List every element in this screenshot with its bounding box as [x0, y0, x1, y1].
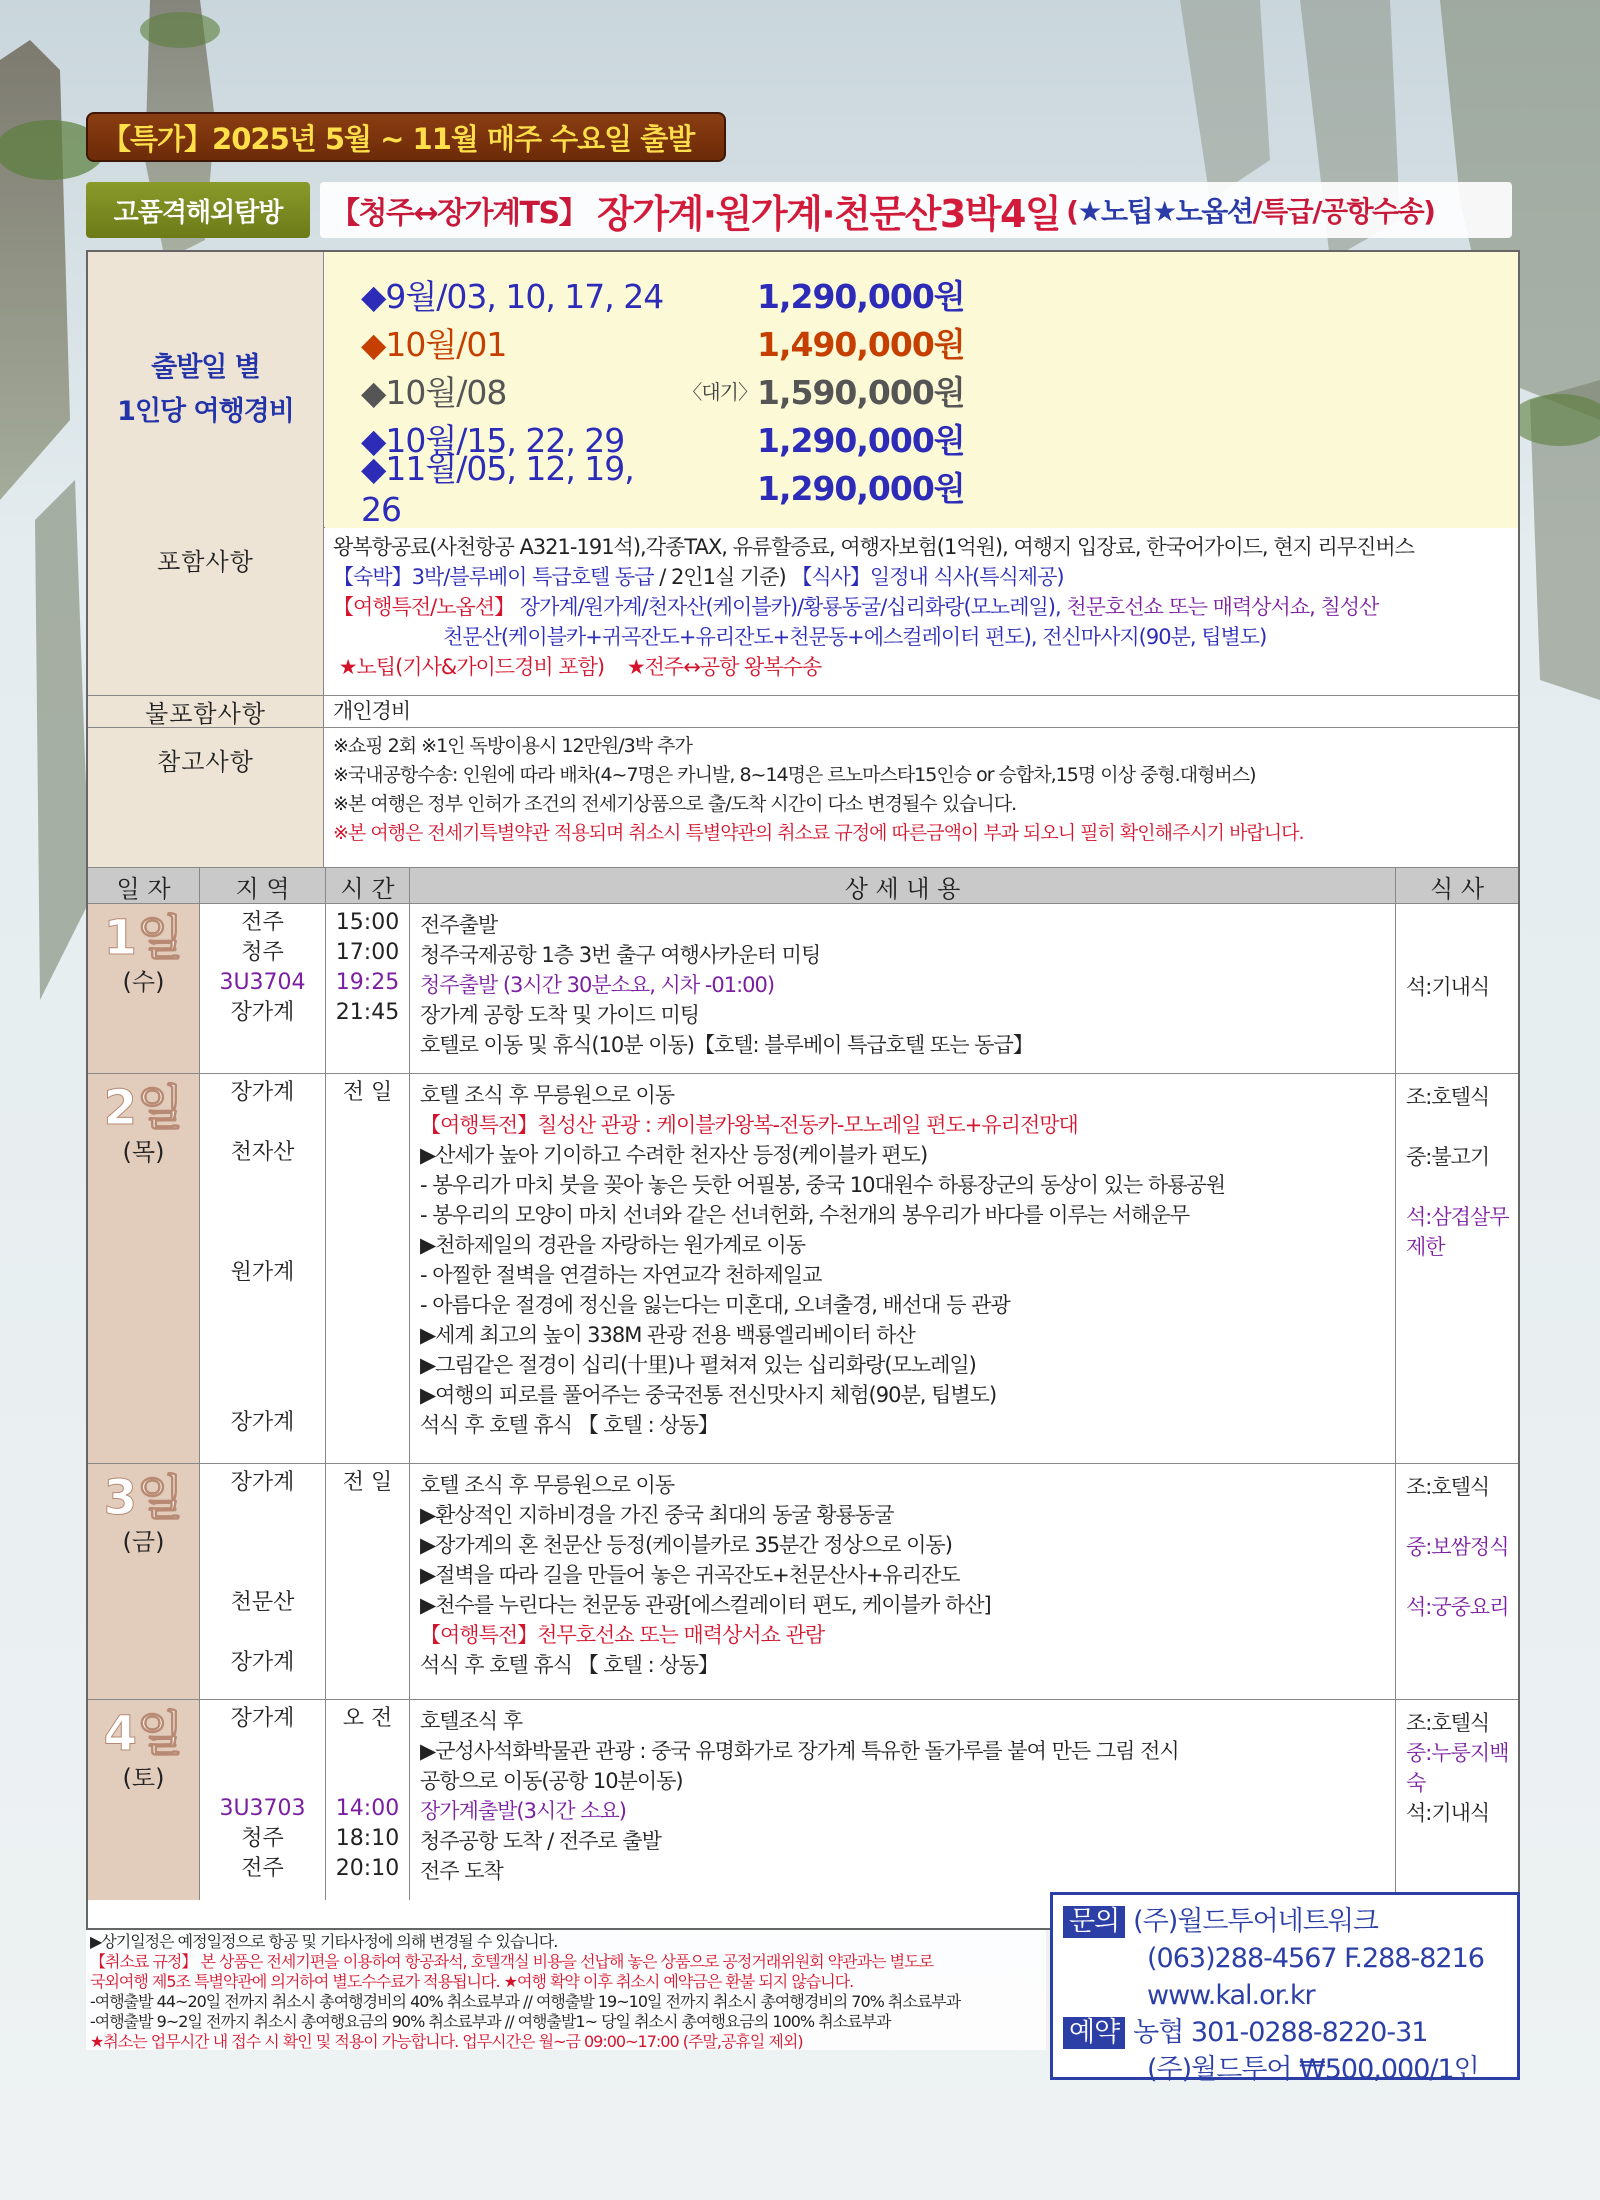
departure-dates: ◆9월/03, 10, 17, 24 — [361, 276, 664, 316]
header-details: 상 세 내 용 — [410, 868, 1396, 904]
notes-body — [325, 728, 1518, 867]
day-cell — [88, 1700, 200, 1900]
included-line: 【여행특전/노옵션】 장가계/원가계/천자산(케이블카)/황룡동굴/십리화랑(모노레일), 천문호선쇼 또는 매력상서쇼, 칠성산 — [333, 595, 1379, 619]
deposit-info: (주)월드투어 ₩500,000/1인 — [1147, 2054, 1479, 2085]
price-row — [361, 270, 1518, 318]
price-amount: 1,590,000원 — [757, 372, 965, 412]
detail-cell: 호텔 조식 후 무릉원으로 이동 ▶환상적인 지하비경을 가진 중국 최대의 동굴 황룡동굴 ▶장가계의 혼 천문산 등정(케이블카로 35분간 정상으로 이동) ▶절벽을 따라 길을 만들어 놓은 귀곡잔도+천문산사+유리잔도 ▶천수를 누린다는 천문동 관광[에스컬레이터 편도, 케이블카 하산] 【여행특전】천무호선쇼 또는 매력상서쇼 관람 석식 후 호텔 휴식 【 호텔 : 상동】 — [410, 1464, 1396, 1699]
included-line: 【숙박】3박/블루베이 특급호텔 동급 / 2인1실 기준) 【식사】일정내 식사(특식제공) — [333, 565, 1064, 589]
special-label: 【특가】 — [102, 121, 213, 156]
website-link[interactable]: www.kal.or.kr — [1147, 1980, 1315, 2011]
itinerary-day-3 — [88, 1464, 1518, 1700]
price-amount: 1,290,000원 — [757, 468, 965, 508]
day-number: 1일 — [103, 910, 184, 966]
company-name: (주)월드투어네트워크 — [1133, 1906, 1378, 1937]
special-departure-banner — [86, 112, 726, 162]
day-weekday: (금) — [122, 1528, 165, 1556]
itinerary-day-1 — [88, 904, 1518, 1074]
time-cell: 전 일 — [326, 1074, 410, 1463]
meal-cell: 조:호텔식 중:불고기 석:삼겹살무제한 — [1406, 1085, 1509, 1259]
departure-schedule: 2025년 5월 ~ 11월 매주 수요일 출발 — [212, 121, 695, 156]
no-option-badge: ★노옵션 — [1152, 195, 1253, 228]
waitlist-note: 〈대기〉 — [682, 379, 757, 404]
itinerary-header — [88, 868, 1518, 904]
category-tag: 고품격해외탐방 — [86, 182, 310, 238]
time-cell: 15:00 17:00 19:25 21:45 — [326, 904, 410, 1073]
region-cell: 장가계 천자산 원가계 장가계 — [200, 1074, 326, 1463]
cancellation-notes — [86, 1930, 1046, 2050]
region-cell: 전주 청주 3U3704 장가계 — [200, 904, 326, 1073]
excluded-label: 불포함사항 — [88, 696, 324, 727]
day-cell — [88, 1074, 200, 1463]
flight-number: 3U3703 — [219, 1796, 306, 1821]
price-label — [88, 252, 324, 528]
included-row — [88, 528, 1518, 696]
price-row — [361, 449, 1518, 529]
route-label: 【청주↔장가계TS】 — [330, 196, 588, 231]
included-line: 왕복항공료(사천항공 A321-191석),각종TAX, 유류할증료, 여행자보험(1억원), 여행지 입장료, 한국어가이드, 현지 리무진버스 — [333, 535, 1414, 559]
day-cell — [88, 1464, 200, 1699]
day-weekday: (수) — [122, 968, 165, 996]
tour-info-panel — [86, 250, 1520, 1930]
reserve-tag: 예약 — [1063, 2017, 1125, 2049]
departure-dates: ◆11월/05, 12, 19, 26 — [361, 449, 634, 529]
price-row — [361, 318, 1518, 366]
price-label-line1: 출발일 별 — [151, 352, 260, 383]
included-body — [325, 528, 1518, 695]
bank-account: 농협 301-0288-8220-31 — [1133, 2017, 1428, 2048]
departure-dates: ◆10월/01 — [361, 324, 507, 364]
time-cell: 오 전 14:00 18:10 20:10 — [326, 1700, 410, 1900]
detail-cell: 호텔조식 후 ▶군성사석화박물관 관광 : 중국 유명화가로 장가계 특유한 돌가루를 붙여 만든 그림 전시 공항으로 이동(공항 10분이동) 장가계출발(3시간 소요) 청주공항 도착 / 전주로 출발 전주 도착 — [410, 1700, 1396, 1900]
price-section — [88, 252, 1518, 528]
meal-cell: 석:기내식 — [1406, 975, 1490, 999]
phone-number[interactable]: (063)288-4567 F.288-8216 — [1147, 1943, 1484, 1974]
day-weekday: (목) — [122, 1138, 165, 1166]
notes-row — [88, 728, 1518, 868]
header-time: 시 간 — [326, 868, 410, 904]
price-amount: 1,490,000원 — [757, 324, 965, 364]
day-number: 4일 — [103, 1706, 184, 1762]
notes-label: 참고사항 — [88, 728, 324, 867]
region-cell: 장가계 천문산 장가계 — [200, 1464, 326, 1699]
header-day: 일 자 — [88, 868, 200, 904]
day-number: 3일 — [103, 1470, 184, 1526]
excluded-row — [88, 696, 1518, 728]
included-label: 포함사항 — [88, 528, 324, 695]
footer-line: 【취소료 규정】 본 상품은 전세기편을 이용하여 항공좌석, 호텔객실 비용을 선납해 놓은 상품으로 공정거래위원회 약관과는 별도로 — [90, 1952, 934, 1971]
day-weekday: (토) — [122, 1764, 165, 1792]
no-tip-badge: ★노팁 — [1077, 195, 1153, 228]
excluded-body: 개인경비 — [333, 699, 411, 723]
itinerary-day-4 — [88, 1700, 1518, 1900]
footer-line: -여행출발 44~20일 전까지 취소시 총여행경비의 40% 취소료부과 // 여행출발 19~10일 전까지 취소시 총여행경비의 70% 취소료부과 — [90, 1992, 961, 2011]
price-amount: 1,290,000원 — [757, 420, 965, 460]
price-label-line2: 1인당 여행경비 — [117, 396, 294, 427]
meal-cell: 조:호텔식 중:보쌈정식 석:궁중요리 — [1406, 1475, 1509, 1619]
header-meals: 식 사 — [1430, 874, 1484, 903]
tour-extras: (★노팁★노옵션/특급/공항수송) — [1066, 195, 1435, 228]
meal-cell: 조:호텔식 중:누룽지백숙 석:기내식 — [1406, 1711, 1509, 1825]
footer-line: ▶상기일정은 예정일정으로 항공 및 기타사정에 의해 변경될 수 있습니다. — [90, 1932, 558, 1951]
footer-line: ★취소는 업무시간 내 접수 시 확인 및 적용이 가능합니다. 업무시간은 월~금 09:00~17:00 (주말,공휴일 제외) — [90, 2032, 803, 2051]
detail-cell: 전주출발 청주국제공항 1층 3번 출구 여행사카운터 미팅 청주출발 (3시간 30분소요, 시차 -01:00) 장가계 공항 도착 및 가이드 미팅 호텔로 이동 및 휴식(10분 이동)【호텔: 블루베이 특급호텔 또는 동급】 — [410, 904, 1396, 1073]
price-list — [325, 252, 1518, 528]
departure-dates: ◆10월/15, 22, 29 — [361, 420, 625, 460]
detail-cell: 호텔 조식 후 무릉원으로 이동 【여행특전】칠성산 관광 : 케이블카왕복-전동카-모노레일 편도+유리전망대 ▶산세가 높아 기이하고 수려한 천자산 등정(케이블카 편도) - 봉우리가 마치 붓을 꽂아 놓은 듯한 어필봉, 중국 10대원수 하룡장군의 동상이 있는 하룡공원 - 봉우리의 모양이 마치 선녀와 같은 선녀헌화, 수천개의 봉우리가 바다를 이루는 서해운무 ▶천하제일의 경관을 자랑하는 원가계로 이동 - 아찔한 절벽을 연결하는 자연교각 천하제일교 - 아름다운 절경에 정신을 잃는다는 미혼대, 오녀출경, 배선대 등 관광 ▶세계 최고의 높이 338M 관광 전용 백룡엘리베이터 하산 ▶그림같은 절경이 십리(十里)나 펼쳐져 있는 십리화랑(모노레일) ▶여행의 피로를 풀어주는 중국전통 전신맛사지 체험(90분, 팁별도) 석식 후 호텔 휴식 【 호텔 : 상동】 — [410, 1074, 1396, 1463]
time-cell: 전 일 — [326, 1464, 410, 1699]
contact-box — [1050, 1892, 1520, 2085]
price-row — [361, 366, 1518, 414]
tour-name: 장가계·원가계·천문산3박4일 — [597, 191, 1061, 236]
note-line: ※쇼핑 2회 ※1인 독방이용시 12만원/3박 추가 — [333, 735, 692, 757]
header-region: 지 역 — [200, 868, 326, 904]
departure-dates: ◆10월/08 — [361, 372, 507, 412]
region-cell: 장가계 3U3703 청주 전주 — [200, 1700, 326, 1900]
included-line: 천문산(케이블카+귀곡잔도+유리잔도+천문동+에스컬레이터 편도), 전신마사지(90분, 팁별도) — [443, 625, 1267, 649]
itinerary-day-2 — [88, 1074, 1518, 1464]
inquiry-tag: 문의 — [1063, 1906, 1125, 1938]
note-line: ※국내공항수송: 인원에 따라 배차(4~7명은 카니발, 8~14명은 르노마스타15인승 or 승합차,15명 이상 중형.대형버스) — [333, 764, 1256, 786]
included-line: ★노팁(기사&가이드경비 포함) ★전주↔공항 왕복수송 — [338, 655, 822, 679]
note-line: ※본 여행은 전세기특별약관 적용되며 취소시 특별약관의 취소료 규정에 따른금액이 부과 되오니 필히 확인해주시기 바랍니다. — [333, 822, 1304, 844]
footer-line: -여행출발 9~2일 전까지 취소시 총여행요금의 90% 취소료부과 // 여행출발1~ 당일 취소시 총여행요금의 100% 취소료부과 — [90, 2012, 891, 2031]
day-cell — [88, 904, 200, 1073]
footer-line: 국외여행 제5조 특별약관에 의거하여 별도수수료가 적용됩니다. ★여행 확약 이후 취소시 예약금은 환불 되지 않습니다. — [90, 1972, 854, 1991]
day-number: 2일 — [103, 1080, 184, 1136]
note-line: ※본 여행은 정부 인허가 조건의 전세기상품으로 출/도착 시간이 다소 변경될수 있습니다. — [333, 793, 1017, 815]
flight-number: 3U3704 — [219, 970, 306, 995]
tour-title-banner — [320, 182, 1512, 238]
price-amount: 1,290,000원 — [757, 276, 965, 316]
